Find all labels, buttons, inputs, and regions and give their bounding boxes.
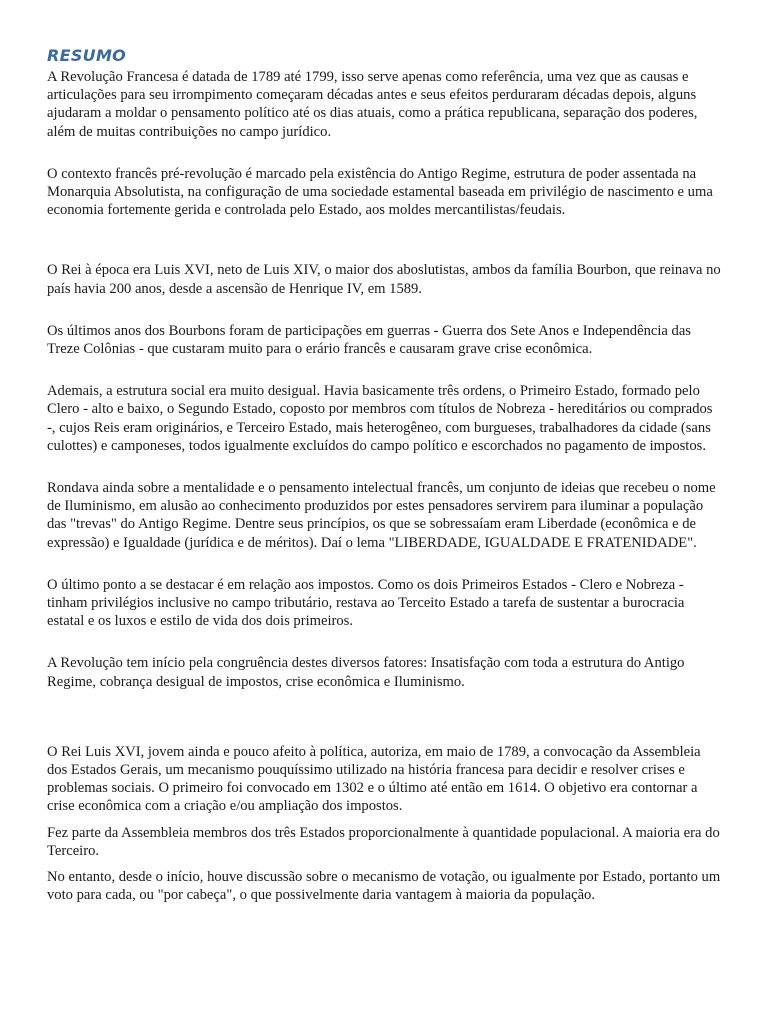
paragraph-8: A Revolução tem início pela congruência destes diversos fatores: Insatisfação com toda a estrutura do Antigo Regime, cobrança desigual de impostos, crise econômica e Iluminismo. — [47, 655, 685, 690]
paragraph-10: Fez parte da Assembleia membros dos três Estados proporcionalmente à quantidade populacional. A maioria era do Terceiro. — [47, 824, 720, 859]
paragraph-11: No entanto, desde o início, houve discussão sobre o mecanismo de votação, ou igualmente por Estado, portanto um voto para cada, ou "por cabeça", o que possivelmente daria vantagem à maioria da população. — [47, 869, 721, 904]
paragraph-6: Rondava ainda sobre a mentalidade e o pensamento intelectual francês, um conjunto de ideias que recebeu o nome de Iluminismo, em alusão ao conhecimento produzidos por estes pensadores servirem para iluminar a população das "trevas" do Antigo Regime. Dentre seus princípios, os que se sobressaíam eram Liberdade (econômica e de expressão) e Igualdade (jurídica e de méritos). Daí o lema "LIBERDADE, IGUALDADE E FRATENIDADE". — [47, 480, 716, 551]
paragraph-5: Ademais, a estrutura social era muito desigual. Havia basicamente três ordens, o Primeiro Estado, formado pelo Clero - alto e baixo, o Segundo Estado, coposto por membros com títulos de Nobreza - hereditários ou comprados -, cujos Reis eram originários, e Terceiro Estado, mais heterogêneo, com burgueses, trabalhadores da cidade (sans culottes) e camponeses, todos igualmente excluídos do campo político e escorchados no pagamento de impostos. — [47, 383, 713, 454]
paragraph-4: Os últimos anos dos Bourbons foram de participações em guerras - Guerra dos Sete Anos e Independência das Treze Colônias - que custaram muito para o erário francês e causaram grave crise econômica. — [47, 322, 691, 358]
paragraph-3: O Rei à época era Luis XVI, neto de Luis XIV, o maior dos aboslutistas, ambos da família Bourbon, que reinava no país havia 200 anos, desde a ascensão de Henrique IV, em 1589. — [47, 262, 721, 297]
paragraph-2: O contexto francês pré-revolução é marcado pela existência do Antigo Regime, estrutura de poder assentada na Monarquia Absolutista, na configuração de uma sociedade estamental baseada em privilégio de nascimento e uma economia fortemente gerida e controlada pelo Estado, aos moldes mercantilistas/feudais. — [47, 165, 713, 219]
paragraph-9: O Rei Luis XVI, jovem ainda e pouco afeito à política, autoriza, em maio de 1789, a convocação da Assembleia dos Estados Gerais, um mecanismo pouquíssimo utilizado na história francesa para decidir e resolver crises e problemas sociais. O primeiro foi convocado em 1302 e o último até então em 1614. O objetivo era contornar a crise econômica com a criação e/ou ampliação dos impostos. — [47, 743, 701, 815]
document-page — [47, 46, 723, 905]
paragraph-1: A Revolução Francesa é datada de 1789 até 1799, isso serve apenas como referência, uma vez que as causas e articulações para seu irrompimento começaram décadas antes e seus efeitos perduraram décadas depois, alguns ajudaram a moldar o pensamento político até os dias atuais, como a prática republicana, separação dos poderes, além de muitas contribuições no campo jurídico. — [47, 69, 698, 140]
document-title: RESUMO — [47, 46, 127, 65]
paragraph-7: O último ponto a se destacar é em relação aos impostos. Como os dois Primeiros Estados - Clero e Nobreza - tinham privilégios inclusive no campo tributário, restava ao Terceito Estado a tarefa de sustentar a burocracia estatal e os luxos e estilo de vida dos dois primeiros. — [47, 576, 685, 630]
